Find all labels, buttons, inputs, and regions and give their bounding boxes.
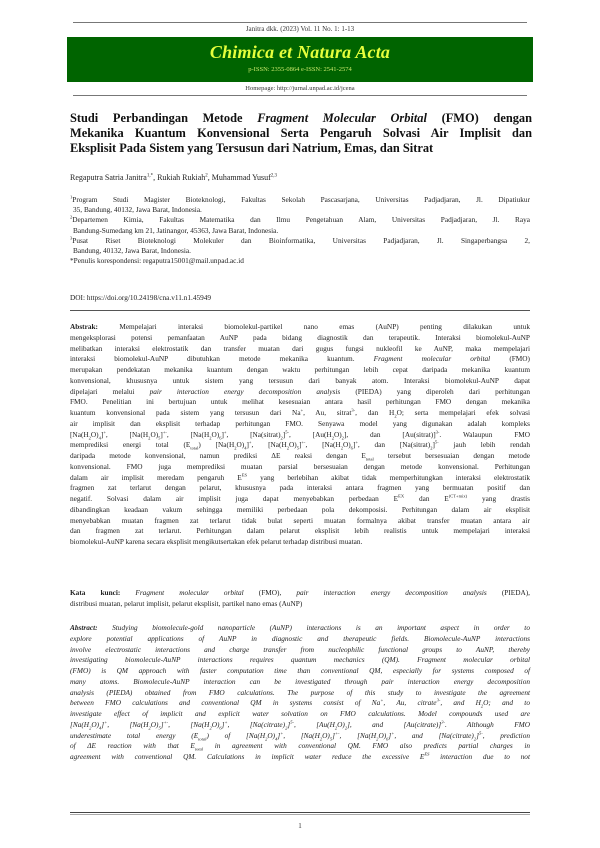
formula-sub: 2 [148, 434, 151, 440]
abstract-text: O; serta mempelajari efek solvasi [396, 408, 530, 417]
formula-sub: total [194, 746, 204, 752]
formula-sub: 2 [341, 434, 344, 440]
abstract-text: memprediksi energi total (E [70, 440, 191, 450]
formula: [Na(H [190, 429, 210, 439]
formula-sub: 2 [430, 445, 433, 451]
abstract-text: agreement with conventional QM. Calculations in implicit water reduce the excessive E [70, 752, 425, 761]
title-line: Eksplisit Pada Sistem yang Tersusun dari Natrium, Emas, dan Sitrat [70, 141, 434, 155]
formula: ] [352, 440, 356, 450]
formula: [Na(H [246, 730, 266, 740]
formula-sup: 5- [434, 439, 439, 445]
abstract-text: dan E [404, 494, 449, 503]
formula-sup: + [223, 429, 227, 435]
formula: O) [150, 429, 159, 439]
formula: [Au(citrate)] [403, 719, 442, 729]
formula-sub: 4 [99, 725, 102, 731]
footer-rule [70, 812, 530, 813]
formula-sup: + [280, 730, 284, 736]
formula-sup: ES [424, 751, 430, 757]
abstract-line: menyebabkan muatan fragmen zat terlarut tidak bulat seperti muatan formalnya akibat transfer muatan antara air [70, 515, 530, 525]
abstract-line [70, 451, 530, 462]
author-name: Regaputra Satria Janitra [70, 173, 147, 182]
separator: , [288, 429, 313, 439]
formula: O) [322, 730, 330, 740]
abstract-text: Mempelajari interaksi biomolekul-partikel nano emas (AuNP) penting dilakukan untuk [97, 322, 530, 331]
affiliation-line: Bandung-Sumedang km 21, Jatinangor, 45363, Jawa Barat, Indonesia. [73, 225, 279, 235]
abstract-text: (PIEDA) yang diperoleh dari perhitungan [340, 386, 530, 396]
abstract-text: interaksi biomolekul-AuNP dibutuhkan metode mekanika kuantum. [70, 354, 374, 364]
separator: , [339, 730, 358, 740]
formula: O) [211, 429, 220, 439]
abstract-line: biomolekul-AuNP karena secara eksplisit mengikutsertakan efek pelarut terhadap distribusi muatan. [70, 537, 363, 546]
formula-sub: 5 [296, 445, 299, 451]
keywords-label: Kata kunci: [70, 588, 121, 597]
formula: ] [347, 719, 350, 729]
footer-rule-secondary [70, 814, 530, 815]
keyword-italic: pair interaction energy decomposition analysis [296, 588, 487, 597]
page-number: 1 [298, 822, 302, 830]
separator: , [107, 719, 130, 729]
separator: , dan [357, 440, 400, 450]
abstract-sup: 3- [351, 407, 356, 413]
abstract-text: . Although FMO [444, 719, 531, 729]
separator: , [166, 429, 191, 439]
formula: ) [Na(H [198, 440, 235, 450]
formula-sub: 2 [473, 735, 477, 741]
journal-title: Chimica et Natura Acta [209, 42, 391, 62]
separator: , [305, 440, 323, 450]
formula-sup: EX [398, 493, 405, 499]
formula: [Na(H [268, 440, 287, 450]
abstract-text: , and H [440, 698, 481, 708]
formula-sup: +- [334, 730, 340, 736]
affiliation-line [70, 236, 530, 246]
abstract-text: between FMO calculations and conventional QM in systems consist of Na [70, 698, 381, 708]
abstract-text-italic: Fragment molecular orbital [373, 354, 491, 364]
abstract-line [70, 623, 530, 634]
abstrak-section [70, 322, 530, 548]
corresponding-author[interactable]: *Penulis korespondensi: regaputra15001@mail.unpad.ac.id [70, 256, 244, 266]
formula: ] [100, 429, 104, 439]
formula: O) [267, 730, 276, 740]
journal-homepage-link[interactable]: Homepage: http://jurnal.unpad.ac.id/jcena [245, 85, 355, 92]
formula: [Na(H [190, 719, 210, 729]
formula: ] [298, 440, 302, 450]
abstract-text: of ΔE reaction with that E [70, 741, 195, 751]
affiliation-text: Departemen Kimia, Fakultas Matematika dan Ilmu Pengetahuan Alam, Universitas Padjadjaran, Jl. Raya [72, 215, 530, 225]
formula-sup: + [224, 719, 228, 725]
formula-sup: 3- [435, 429, 440, 435]
abstract-text: underestimate total energy (E [70, 730, 199, 740]
formula: ] [221, 719, 225, 729]
formula: [Na(citrate) [249, 719, 286, 729]
abstract-text: kuantum konvensional pada sistem yang tersusun dari Na [70, 408, 301, 417]
formula: O) [333, 429, 342, 439]
abstract-en-section [70, 623, 530, 763]
formula-sub: 2 [480, 703, 484, 709]
formula: O) [342, 440, 351, 450]
formula-sub: 2 [334, 725, 338, 731]
header-rule [73, 22, 527, 23]
formula: O) [91, 719, 100, 729]
running-head: Janitra dkk. (2023) Vol. 11 No. 1: 1-13 [245, 25, 355, 33]
formula-sup: +- [301, 439, 306, 445]
formula-sup: + [355, 439, 358, 445]
keyword: (PIEDA), [486, 588, 530, 597]
formula: ] [221, 429, 224, 439]
separator: , and [349, 719, 404, 729]
abstract-text: jauh lebih rendah [453, 440, 531, 450]
homepage-rule [73, 95, 527, 96]
abstract-text: yang berlebihan akibat tidak memperhitungkan interaksi elektrostatik [247, 472, 531, 482]
formula-sup: 5- [478, 730, 483, 736]
author-affiliation-mark: 2 [205, 173, 208, 179]
formula: O) [90, 429, 99, 439]
abstract-line: konvensional. FMO juga memprediksi muatan parsial bersesuaian dengan metode konvensional. Perhitungan [70, 461, 530, 471]
formula-sup: 5- [285, 429, 289, 435]
formula: [Na(H [322, 440, 341, 450]
formula-sup: +- [162, 429, 167, 435]
formula-sub: 6 [386, 735, 389, 741]
formula-sub: 2 [234, 445, 237, 451]
formula-sub: total [365, 456, 374, 462]
formula-sup: +- [163, 719, 169, 725]
abstract-sup: + [300, 407, 304, 413]
abstract-line [70, 354, 530, 365]
abstract-line: dan fragmen zat terlarut. Perhitungan dalam pelarut eksplisit lebih realistis untuk mempelajari interaksi [70, 526, 530, 536]
formula: ] [287, 719, 291, 729]
formula: ] [332, 730, 335, 740]
abstract-line [70, 752, 530, 763]
formula: O) [236, 440, 245, 450]
separator: , [105, 429, 130, 439]
doi-link[interactable]: DOI: https://doi.org/10.24198/cna.v11.n1.45949 [70, 293, 212, 302]
formula: [Na(citrate) [438, 730, 474, 740]
separator: , [168, 719, 191, 729]
abstrak-label: Abstrak: [70, 322, 98, 331]
formula-sup: 3- [436, 697, 441, 703]
abstract-line [70, 430, 530, 441]
affiliation-number: 2 [70, 214, 73, 220]
abstract-line: analysis (PIEDA) obtained from FMO calculations. The purpose of this study to investigate the agreement [70, 687, 530, 697]
abstract-text: , Au, citrate [383, 698, 437, 708]
formula: ] [101, 719, 105, 729]
doi-rule [70, 310, 530, 311]
affiliation-line: 35, Bandung, 40132, Jawa Barat, Indonesia. [73, 205, 202, 215]
formula: [Au(H [312, 429, 332, 439]
formula: [Na(H [129, 719, 149, 729]
formula: ] [160, 429, 163, 439]
title-text-italic: Fragment Molecular Orbital [257, 111, 427, 125]
abstract-line: dibandingkan keadaan vakum sehingga memiliki perbedaan pola dekomposisi. Perhitungan dalam air eksplisit [70, 504, 530, 514]
abstract-line: air implisit dan eksplisit terhadap perhitungan FMO. Senyawa model yang digunakan adalah kompleks [70, 418, 530, 428]
formula: O) [150, 719, 159, 729]
formula-sub: 2 [209, 725, 212, 731]
abstract-text: interaction due to not [429, 752, 530, 761]
formula-sub: 4 [275, 735, 278, 741]
abstract-text-italic: pair interaction energy decomposition analysis [149, 386, 341, 396]
abstract-text: . Walaupun FMO [439, 429, 531, 439]
separator: , [227, 719, 250, 729]
article-title [70, 111, 532, 156]
formula-sub: 2 [344, 725, 348, 731]
abstract-line: fragmen zat terlarut dengan pelarut, khususnya pada interaksi antara fragmen yang bermuatan positif dan [70, 483, 530, 493]
formula-sub: 2 [331, 434, 334, 440]
keywords-section [70, 588, 530, 610]
abstract-line [70, 322, 530, 333]
abstract-label: Abstract: [70, 623, 98, 632]
formula-sup: 5- [290, 719, 294, 725]
formula-sup: + [391, 730, 395, 736]
abstract-text: tersebut bersesuaian dengan metode [373, 451, 530, 460]
formula-sub: 2 [209, 434, 212, 440]
formula-sup: (CT+mix) [448, 493, 468, 499]
formula: ] [388, 730, 392, 740]
abstract-text: negatif. Solvasi dalam air implisit juga dapat menyebabkan perbedaan E [70, 494, 399, 503]
abstract-line [70, 494, 530, 505]
abstract-text: O; and to [483, 698, 530, 708]
formula: [Au(H [316, 719, 335, 729]
formula-sup: + [248, 439, 252, 445]
formula: [Na(H [70, 719, 90, 729]
formula: [Na(sitrat) [250, 429, 281, 439]
formula-sup: + [104, 719, 108, 725]
formula-sub: 6 [350, 445, 353, 451]
formula-sub: 4 [98, 434, 101, 440]
affiliation-number: 3 [70, 235, 73, 241]
formula-sub: total [198, 735, 207, 741]
abstract-line: explore potential applications of AuNP in diagnostic and therapeutic fields. Biomolecule-AuNP interactions [70, 633, 530, 643]
journal-banner [67, 37, 533, 82]
affiliation-number: 1 [70, 194, 73, 200]
abstract-line: FMO. Penelitian ini bertujuan untuk melihat kesesuaian antara hasil perhitungan FMO dengan mekanika [70, 397, 530, 407]
abstract-line: involve electrostatic interactions and charge transfer from nucleophilic functional groups to AuNP, thereby [70, 644, 530, 654]
title-line: Mekanika Kuantum Konvensional Serta Pengaruh Solvasi Air Implisit dan [70, 126, 532, 140]
formula: [Na(H [300, 730, 320, 740]
abstract-line: investigate effect of implicit and explicit water solvation on FMO calculations. Model compounds used are [70, 709, 530, 718]
formula-sub: 2 [340, 445, 343, 451]
formula-sup: ES [241, 472, 248, 478]
abstract-text: , dan H [355, 408, 395, 417]
formula-sub: 4 [244, 445, 247, 451]
formula-sup: + [103, 429, 106, 435]
abstract-line: merupakan pendekatan mekanika kuantum dengan waktu perhitungan lebih cepat daripada mekanika kuantum [70, 365, 530, 374]
keyword: (FMO), [243, 588, 297, 597]
abstract-text: yang drastis [467, 494, 530, 503]
separator: , [283, 730, 301, 740]
abstract-sub: 2 [394, 413, 397, 419]
title-text: Studi Perbandingan Metode [70, 111, 258, 125]
formula-sup: 3- [441, 719, 445, 725]
formula-sub: 2 [280, 434, 283, 440]
separator: , [293, 719, 317, 729]
keyword-italic: Fragment molecular orbital [120, 588, 244, 597]
abstract-line: investigating biomolecule-AuNP interactions requires quantum mechanics (QM). Fragment molecular orbital [70, 655, 530, 665]
formula: ] [160, 719, 164, 729]
abstract-text: daripada metode konvensional, namun prediksi ΔE reaksi dengan E [70, 451, 366, 460]
abstract-text: dalam air implisit meredam pengaruh E [70, 472, 242, 482]
formula-sub: total [190, 445, 199, 451]
abstract-line [70, 387, 530, 398]
author-affiliation-mark: 1,* [146, 173, 154, 179]
abstract-text: ) of [206, 730, 247, 740]
formula-sup: + [380, 697, 384, 703]
abstract-line [70, 408, 530, 419]
abstract-text: dipelajari melalui [70, 386, 150, 396]
abstract-line [70, 720, 530, 731]
abstract-line: melibatkan interaksi elektrostatik dan transfer muatan dari gugus fungsi nukleofil ke AuNP, maka mempelajari [70, 343, 530, 353]
formula: [Na(H [129, 429, 149, 439]
formula: ] [476, 730, 479, 740]
title-text: (FMO) dengan [426, 111, 532, 125]
abstract-text: , prediction [482, 730, 531, 740]
author-list: Regaputra Satria Janitra$^{1,*}$, Rukiah Rukiah$^2$, Muhammad Yusuf$^{2,3}$ [70, 173, 277, 182]
keywords-line [70, 588, 530, 599]
affiliation-line: Bandung, 40132, Jawa Barat, Indonesia. [73, 246, 191, 256]
formula: O) [211, 719, 220, 729]
formula-sub: 5 [158, 434, 161, 440]
author-name: Rukiah Rukiah [157, 173, 206, 182]
formula-sub: 2 [88, 434, 91, 440]
formula: O) [288, 440, 297, 450]
abstract-text: (FMO) [490, 354, 530, 364]
abstract-text: Studying biomolecule-gold nanoparticle (AuNP) interactions is an important aspect in order to [97, 623, 530, 632]
abstract-line: mengeksplorasi potensi pemanfaatan AuNP pada bidang diagnostik dan terapeutik. Interaksi biomolekul-AuNP [70, 332, 530, 342]
formula-sub: 6 [219, 434, 222, 440]
formula-sub: 2 [376, 735, 379, 741]
formula: ] [343, 429, 347, 439]
abstract-line: konvensional, khususnya untuk sistem yang tersusun dari banyak atom. Interaksi biomolekul-AuNP dapat [70, 375, 530, 385]
abstract-line: (FMO) is QM approach with faster computation time than conventional QM, especially for systems composed of [70, 666, 530, 675]
formula-sub: 2 [286, 445, 289, 451]
abstract-line [70, 731, 530, 742]
separator: , dan [346, 429, 403, 439]
author-affiliation-mark: 2,3 [270, 173, 277, 179]
formula: [Na(sitrat) [399, 440, 431, 450]
formula-sub: 2 [285, 725, 288, 731]
formula-sub: 6 [219, 725, 222, 731]
separator: , [226, 429, 251, 439]
separator: , [251, 440, 269, 450]
keywords-line: distribusi muatan, pelarut implisit, pelarut eksplisit, partikel nano emas (AuNP) [70, 598, 303, 608]
abstract-line [70, 473, 530, 484]
journal-issn: p-ISSN: 2355-0864 e-ISSN: 2541-2574 [248, 66, 352, 73]
formula-sub: 2 [265, 735, 268, 741]
affiliation-text: Pusat Riset Bioteknologi Molekuler dan Bioinformatika, Universitas Padjadjaran, Jl. Singaperbangsa 2, [72, 235, 530, 245]
formula: ] [432, 440, 435, 450]
affiliations [70, 195, 530, 266]
formula: [Na(H [70, 429, 89, 439]
formula-sub: 5 [158, 725, 161, 731]
formula-sub: 2 [148, 725, 151, 731]
formula: [Au(sitrat)] [402, 429, 436, 439]
formula-sub: 2 [319, 735, 323, 741]
abstract-text: , Au, sitrat [303, 408, 352, 417]
separator: , and [394, 730, 439, 740]
formula: ] [277, 730, 281, 740]
formula-sub: 2 [89, 725, 92, 731]
title-line [70, 111, 532, 126]
abstract-line [70, 440, 530, 451]
formula: O) [337, 719, 345, 729]
abstract-line [70, 741, 530, 752]
abstract-line: many atoms. Biomolecule-AuNP interaction can be investigated through pair interaction energy decomposition [70, 676, 530, 686]
affiliation-line [70, 195, 530, 205]
formula: ] [246, 440, 249, 450]
formula-sub: 5 [329, 735, 333, 741]
author-name: Muhammad Yusuf [211, 173, 271, 182]
formula: ] [282, 429, 286, 439]
abstract-line [70, 698, 530, 709]
journal-page [67, 0, 533, 848]
formula: [Na(H [357, 730, 377, 740]
formula: O) [378, 730, 387, 740]
affiliation-line [70, 215, 530, 225]
abstract-text: in agreement with conventional QM. FMO also predicts partial charges in [203, 741, 530, 751]
affiliation-text: Program Studi Magister Bioteknologi, Fakultas Sekolah Pascasarjana, Universitas Padjadjaran, Jl. Dipatiukur [72, 195, 530, 204]
